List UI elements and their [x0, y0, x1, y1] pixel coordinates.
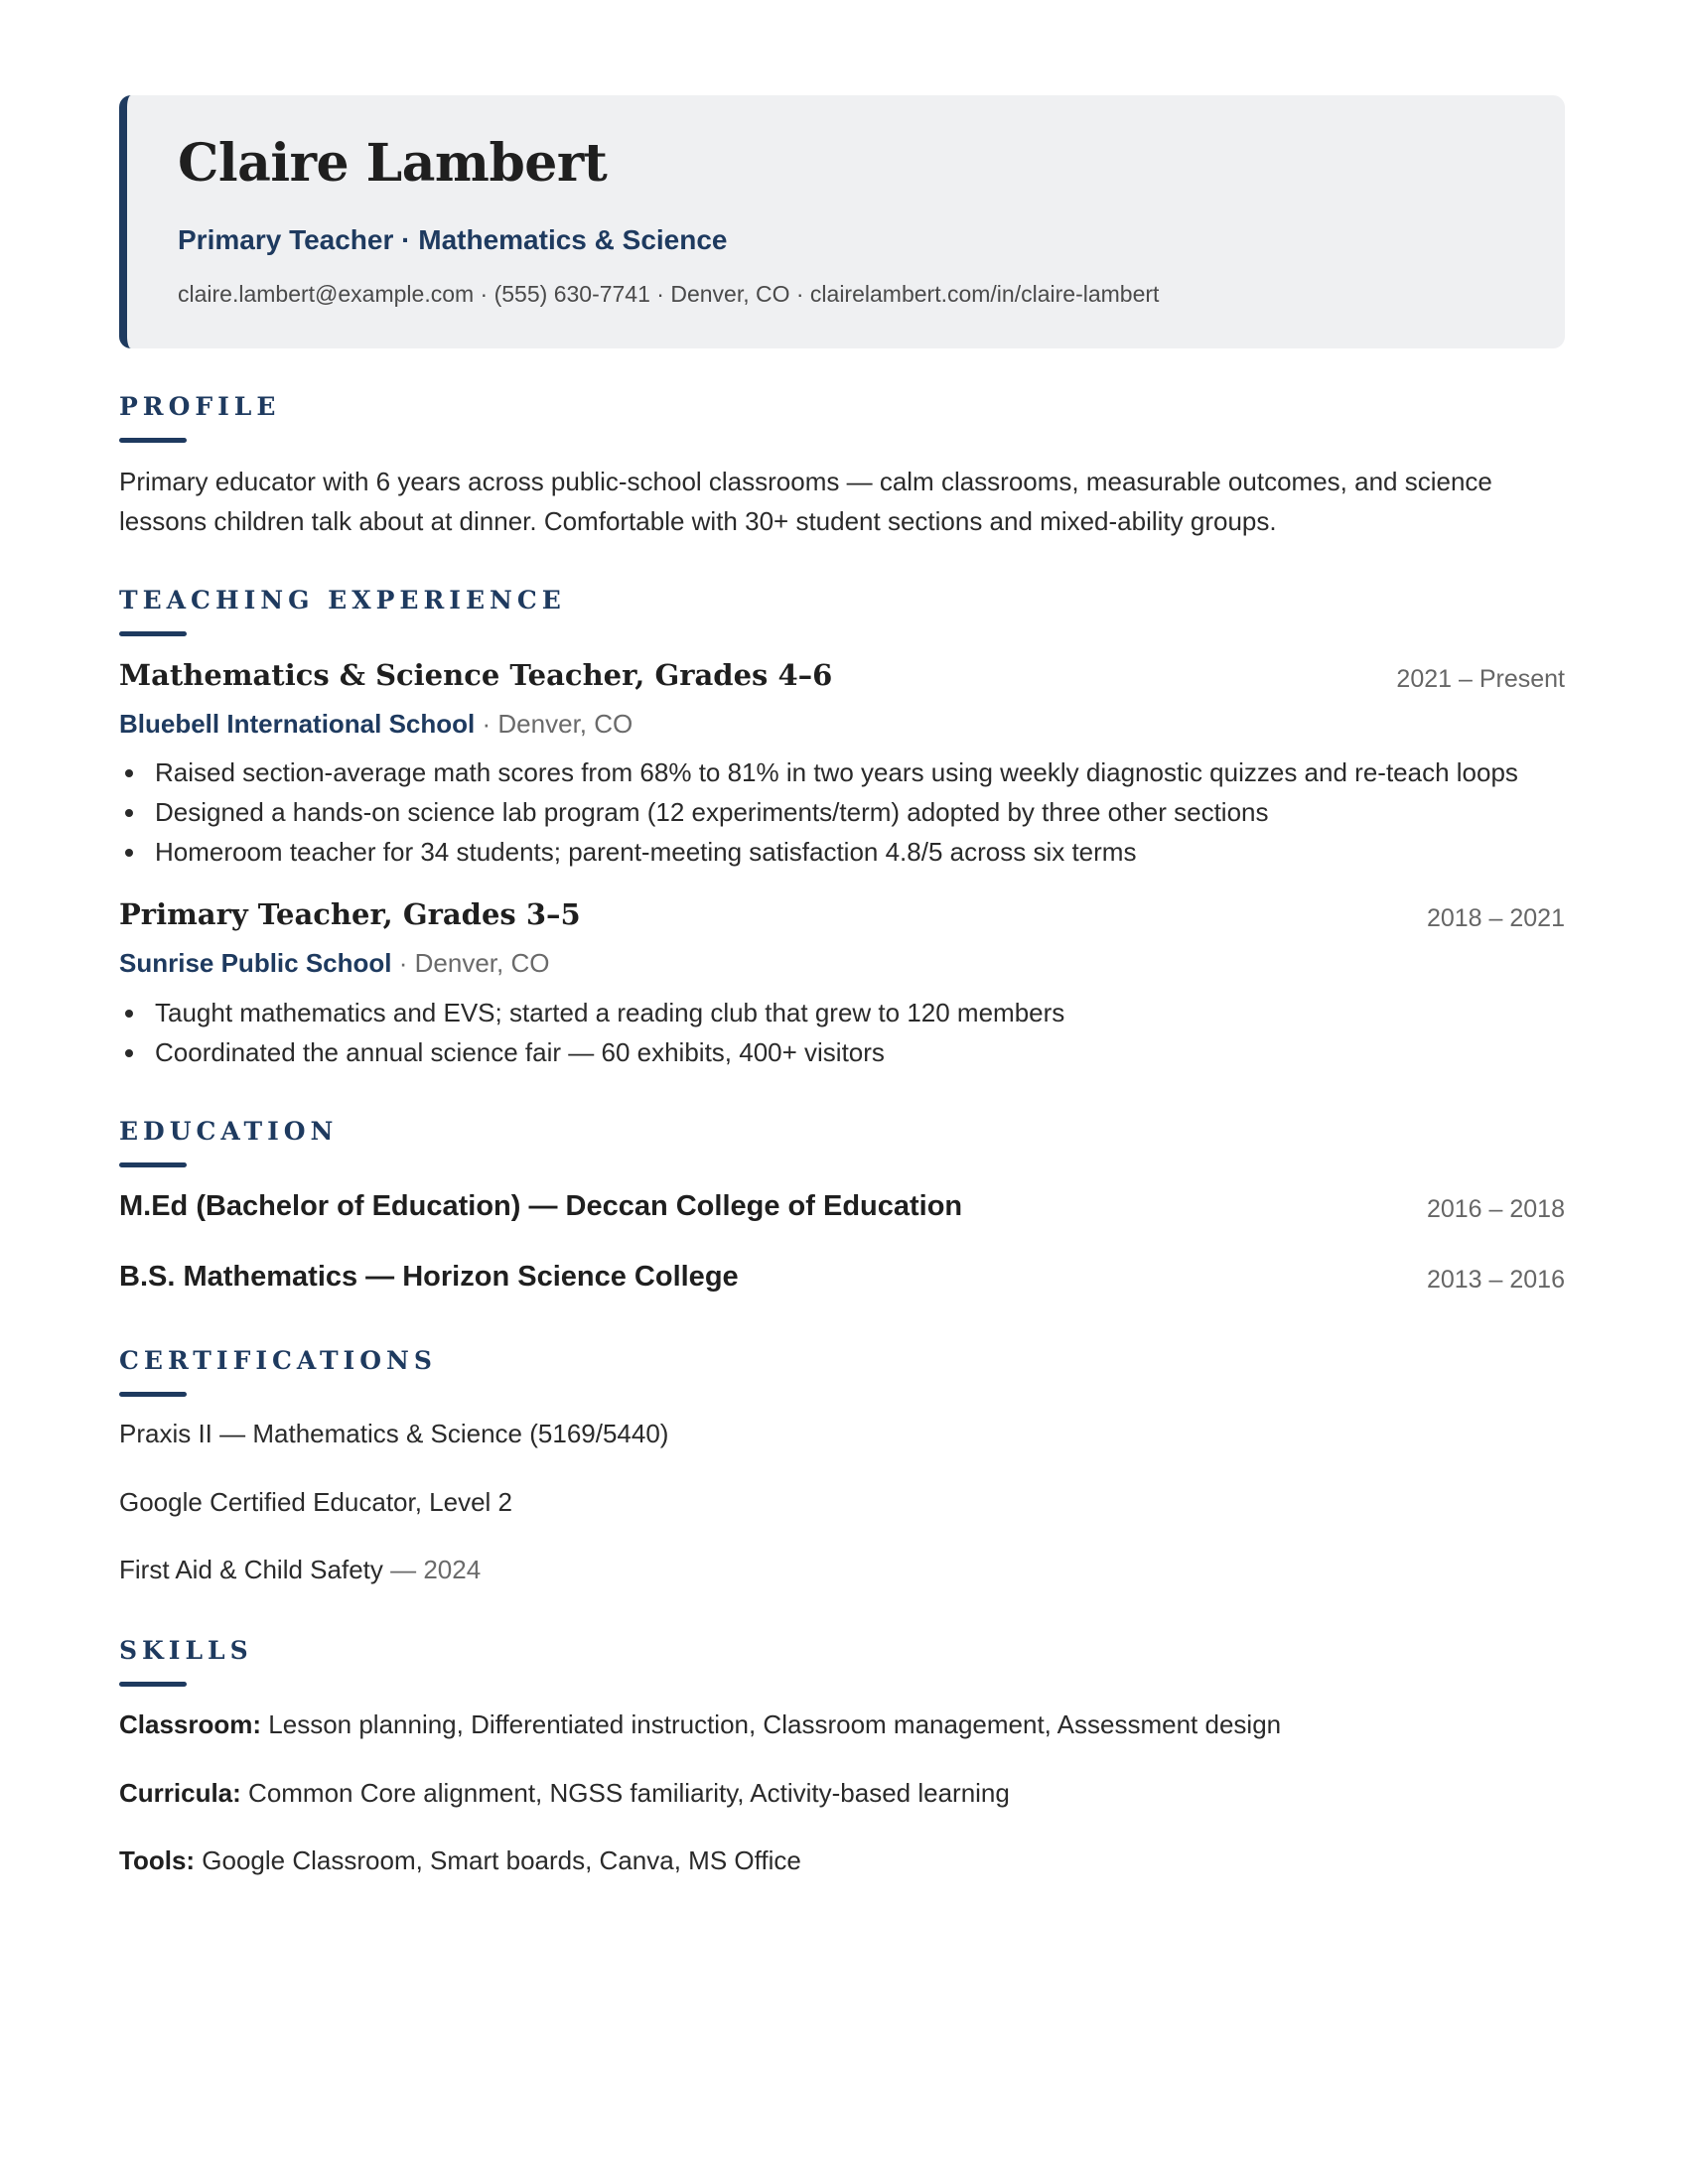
section-heading-certifications: CERTIFICATIONS	[119, 1346, 437, 1375]
job-bullets	[119, 993, 1569, 1072]
certification-name: Google Certified Educator, Level 2	[119, 1487, 513, 1517]
section-heading-profile: PROFILE	[119, 392, 281, 421]
profile-summary: Primary educator with 6 years across public-school classrooms — calm classrooms, measurable outcomes, and science lessons children talk about at dinner. Comfortable with 30+ student sections and mixed-ability groups.	[119, 467, 1492, 536]
education-degree: B.S. Mathematics — Horizon Science College	[119, 1261, 739, 1293]
section-heading-experience: TEACHING EXPERIENCE	[119, 586, 566, 614]
skill-label: Curricula:	[119, 1778, 241, 1808]
skill-value: Google Classroom, Smart boards, Canva, MS Office	[195, 1845, 801, 1875]
section-rule	[119, 1162, 187, 1167]
list-item: Raised section-average math scores from 68% to 81% in two years using weekly diagnostic quizzes and re-teach loops	[119, 752, 1569, 792]
certification-item	[119, 1419, 668, 1449]
skill-value: Common Core alignment, NGSS familiarity, Activity-based learning	[240, 1778, 1010, 1808]
certification-item	[119, 1487, 512, 1518]
section-rule	[119, 1682, 187, 1687]
section-heading-skills: SKILLS	[119, 1636, 253, 1665]
section-rule	[119, 1392, 187, 1397]
skill-label: Tools:	[119, 1845, 196, 1875]
section-rule	[119, 631, 187, 636]
contact-line: claire.lambert@example.com · (555) 630-7741 · Denver, CO · clairelambert.com/in/claire-lambert	[178, 281, 1160, 307]
section-heading-education: EDUCATION	[119, 1117, 339, 1146]
separator: ·	[398, 948, 408, 978]
job-dates: 2021 – Present	[1396, 665, 1565, 693]
job-organization-line	[119, 948, 549, 979]
job-organization-line	[119, 709, 633, 740]
candidate-name: Claire Lambert	[178, 133, 608, 194]
school-name: Bluebell International School	[119, 709, 476, 739]
certification-name: First Aid & Child Safety	[119, 1555, 383, 1584]
job-dates: 2018 – 2021	[1426, 904, 1565, 932]
education-dates: 2016 – 2018	[1426, 1195, 1565, 1223]
separator: ·	[482, 709, 492, 739]
education-degree: M.Ed (Bachelor of Education) — Deccan College of Education	[119, 1190, 963, 1222]
job-title: Mathematics & Science Teacher, Grades 4–6	[119, 658, 833, 692]
list-item: Designed a hands-on science lab program (12 experiments/term) adopted by three other sections	[119, 792, 1569, 832]
skill-label: Classroom:	[119, 1709, 262, 1739]
header-card	[119, 95, 1565, 348]
job-title: Primary Teacher, Grades 3–5	[119, 897, 581, 931]
certification-year: — 2024	[382, 1555, 482, 1584]
job-bullets	[119, 752, 1569, 872]
skill-row	[119, 1709, 1281, 1740]
job-location: Denver, CO	[414, 948, 550, 978]
list-item: Homeroom teacher for 34 students; parent-meeting satisfaction 4.8/5 across six terms	[119, 832, 1569, 872]
school-name: Sunrise Public School	[119, 948, 392, 978]
certification-item	[119, 1555, 481, 1585]
skill-value: Lesson planning, Differentiated instruction, Classroom management, Assessment design	[261, 1709, 1282, 1739]
skill-row	[119, 1845, 801, 1876]
list-item: Taught mathematics and EVS; started a reading club that grew to 120 members	[119, 993, 1569, 1032]
section-rule	[119, 438, 187, 443]
skill-row	[119, 1778, 1010, 1809]
candidate-title: Primary Teacher · Mathematics & Science	[178, 224, 728, 255]
job-location: Denver, CO	[497, 709, 633, 739]
list-item: Coordinated the annual science fair — 60 exhibits, 400+ visitors	[119, 1032, 1569, 1072]
certification-name: Praxis II — Mathematics & Science (5169/5440)	[119, 1419, 669, 1448]
education-dates: 2013 – 2016	[1426, 1266, 1565, 1294]
